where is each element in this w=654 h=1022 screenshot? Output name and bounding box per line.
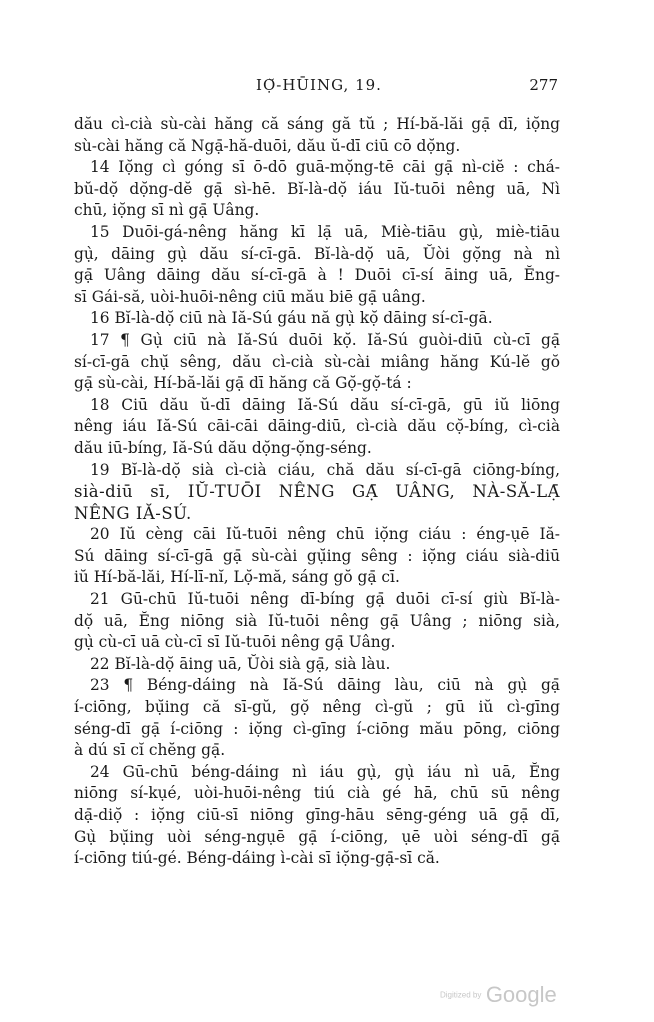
page-number: 277 [529,76,558,94]
verse-14-line: 14 Iọ̆ng cì góng sī ō-dō guā-mọ̆ng-tē cāi gạ̄ nì-ciĕ : chá- [90,158,560,177]
verse-24-line: 24 Gū-chū béng-dáing nì iáu gụ̀, gụ̀ iáu nì uā, Ĕng [90,762,560,781]
text-line: sù-cài hăng că Ngạ̄-hă-duōi, dău ŭ-dī ciū cō dọ̆ng. [74,136,461,155]
text-line: dău iū-bíng, Iă-Sú dău dọ̆ng-ọ̆ng-séng. [74,438,372,457]
text-line: Gụ̀ bụ̆ing uòi séng-ngụē gạ̄ í-ciōng, ụē uòi séng-dī gạ̄ [74,827,560,846]
text-line: chū, iọ̆ng sī nì gạ̄ Uâng. [74,201,260,220]
text-line: gạ̄ sù-cài, Hí-bă-lăi gạ̄ dī hăng că Gọ̆-gọ̆-tá : [74,374,412,393]
verse-22-line: 22 Bĭ-là-dọ̆ āing uā, Ŭòi sià gạ̄, sià làu. [90,654,391,673]
text-line: niōng sí-kụé, uòi-huōi-nêng tiú cià gé hā, chū sū nêng [74,784,560,803]
verse-19-line: 19 Bĭ-là-dọ̆ sià cì-cià ciáu, chă dău sí-cī-gā ciōng-bíng, [90,460,560,479]
verse-17-line: 17 ¶ Gụ̀ ciū nà Iă-Sú duōi kọ̆. Iă-Sú guòi-diū cù-cī gạ̄ [90,330,560,349]
text-line: dọ̆ uā, Ĕng niōng sià Iŭ-tuōi nêng gạ̄ Uâng ; niōng sià, [74,611,560,630]
verse-15-line: 15 Duōi-gá-nêng hăng kī lạ̄ uā, Miè-tiāu gụ̀, miè-tiāu [90,222,560,241]
verse-20-line: 20 Iŭ cèng cāi Iŭ-tuōi nêng chū iọ̆ng ciáu : éng-ụē Iă- [90,525,560,544]
text-line: sià-diū sī, IŬ-TUŌI NÊNG GẠ̄ UÂNG, NÀ-SĂ-LẠ̄ [74,482,560,502]
text-line: dạ̄-diọ̆ : iọ̆ng ciū-sī niōng gīng-hāu sēng-géng uā gạ̄ dī, [74,806,560,824]
text-line: sī Gái-să, uòi-huōi-nêng ciū mău biē gạ̄ uâng. [74,287,426,306]
text-line: NÊNG IĂ-SÚ. [74,503,192,523]
text-line: í-ciōng, bụ̆ing că sī-gŭ, gọ̆ nêng cì-gŭ ; gū iŭ cì-gīng [74,698,560,717]
text-line: séng-dī gạ̄ í-ciōng : iọ̆ng cì-gīng í-ciōng mău pōng, ciōng [74,719,560,738]
running-title: IỌ̆-HŪING, 19. [256,76,382,94]
text-line: sí-cī-gā chụ̆ sêng, dău cì-cià sù-cài miâng hăng Kú-lĕ gŏ [74,352,560,371]
google-logo: Google [485,982,557,1007]
digitized-by-google-watermark [440,982,557,1008]
text-line: bŭ-dọ̆ dọ̆ng-dĕ gạ̄ sì-hē. Bĭ-là-dọ̆ iáu Iŭ-tuōi nêng uā, Nì [74,179,560,198]
watermark-prefix: Digitized by [440,990,482,1000]
text-line: dău cì-cià sù-cài hăng că sáng gă tŭ ; Hí-bă-lăi gạ̄ dī, iọ̆ng [74,115,560,133]
verse-21-line: 21 Gū-chū Iŭ-tuōi nêng dī-bíng gạ̄ duōi cī-sí giù Bĭ-là- [90,590,560,609]
text-line: gụ̀ cù-cī uā cù-cī sī Iŭ-tuōi nêng gạ̄ Uâng. [74,633,396,652]
verse-23-line: 23 ¶ Béng-dáing nà Iă-Sú dāing làu, ciū nà gụ̀ gạ̄ [90,676,560,695]
verse-16-line: 16 Bĭ-là-dọ̆ ciū nà Iă-Sú gáu nă gụ̀ kọ̆ dāing sí-cī-gā. [90,309,493,328]
verse-18-line: 18 Ciū dău ŭ-dī dāing Iă-Sú dău sí-cī-gā, gū iŭ liōng [90,395,560,414]
text-line: nêng iáu Iă-Sú cāi-cāi dāing-diū, cì-cià dău cọ̆-bíng, cì-cià [74,417,560,436]
text-line: gụ̀, dāing gụ̀ dău sí-cī-gā. Bĭ-là-dọ̆ uā, Ŭòi gọ̆ng nà nì [74,244,560,263]
text-line: gạ̄ Uâng dāing dău sí-cī-gā à ! Duōi cī-sí āing uā, Ĕng- [74,266,560,285]
text-line: iŭ Hí-bă-lăi, Hí-lī-nĭ, Lọ̆-mă, sáng gŏ gạ̄ cī. [74,568,400,587]
text-line: Sú dāing sí-cī-gā gạ̄ sù-cài gụ̆ing sêng : iọ̆ng ciáu sià-diū [74,546,560,565]
page-header [80,76,558,100]
text-line: í-ciōng tiú-gé. Béng-dáing ì-cài sī iọ̆ng-gạ̄-sī că. [74,849,440,868]
text-line: à dú sī cĭ chĕng gạ̄. [74,741,226,760]
body-text [74,114,560,870]
